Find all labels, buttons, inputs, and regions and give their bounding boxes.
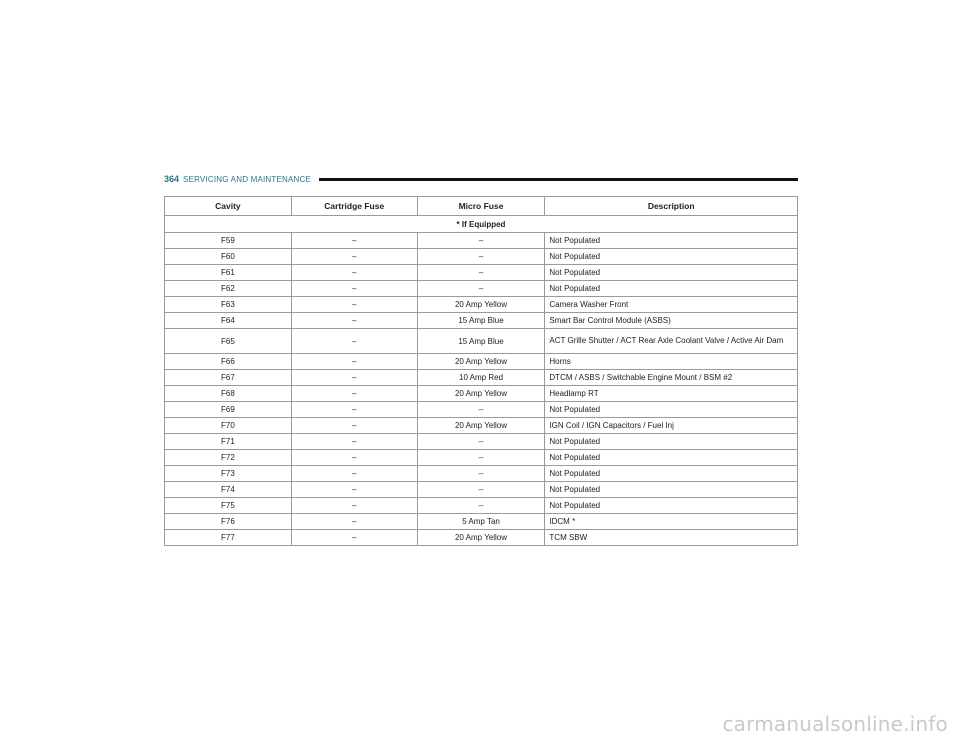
table-row [165,354,798,370]
watermark: carmanualsonline.info [722,712,948,736]
micro-fuse-cell: 5 Amp Tan [417,514,545,530]
table-row [165,297,798,313]
description-cell: Not Populated [545,233,798,249]
description-cell: Not Populated [545,482,798,498]
cartridge-fuse-cell: – [291,249,417,265]
fuse-table [164,196,798,546]
description-cell: Not Populated [545,249,798,265]
cavity-cell: F72 [165,450,292,466]
cavity-cell: F73 [165,466,292,482]
cavity-cell: F63 [165,297,292,313]
cartridge-fuse-cell: – [291,370,417,386]
cartridge-fuse-cell: – [291,450,417,466]
cavity-cell: F75 [165,498,292,514]
description-cell: Headlamp RT [545,386,798,402]
cartridge-fuse-cell: – [291,482,417,498]
cavity-cell: F74 [165,482,292,498]
micro-fuse-cell: – [417,434,545,450]
description-cell: Smart Bar Control Module (ASBS) [545,313,798,329]
micro-fuse-cell: – [417,233,545,249]
cavity-cell: F66 [165,354,292,370]
micro-fuse-cell: – [417,498,545,514]
micro-fuse-cell: 20 Amp Yellow [417,418,545,434]
table-row [165,434,798,450]
cavity-cell: F68 [165,386,292,402]
description-cell: Not Populated [545,265,798,281]
cavity-cell: F61 [165,265,292,281]
description-cell: ACT Grille Shutter / ACT Rear Axle Coolant Valve / Active Air Dam [545,329,798,354]
cartridge-fuse-cell: – [291,233,417,249]
table-row [165,249,798,265]
table-note-row [165,216,798,233]
description-cell: DTCM / ASBS / Switchable Engine Mount / BSM #2 [545,370,798,386]
description-cell: Camera Washer Front [545,297,798,313]
description-cell: IGN Coil / IGN Capacitors / Fuel Inj [545,418,798,434]
cavity-cell: F76 [165,514,292,530]
micro-fuse-cell: 20 Amp Yellow [417,386,545,402]
table-row [165,281,798,297]
table-row [165,466,798,482]
cavity-cell: F65 [165,329,292,354]
cartridge-fuse-cell: – [291,281,417,297]
cartridge-fuse-cell: – [291,354,417,370]
cavity-cell: F60 [165,249,292,265]
cavity-cell: F69 [165,402,292,418]
table-row [165,498,798,514]
micro-fuse-cell: – [417,265,545,281]
table-header-row [165,197,798,216]
cartridge-fuse-cell: – [291,402,417,418]
column-header-cartridge-fuse: Cartridge Fuse [291,197,417,216]
description-cell: Not Populated [545,281,798,297]
micro-fuse-cell: – [417,249,545,265]
table-row [165,265,798,281]
column-header-cavity: Cavity [165,197,292,216]
table-body [165,216,798,546]
description-cell: Horns [545,354,798,370]
micro-fuse-cell: 20 Amp Yellow [417,530,545,546]
header-rule [319,178,798,181]
table-row [165,402,798,418]
micro-fuse-cell: 15 Amp Blue [417,329,545,354]
description-cell: TCM SBW [545,530,798,546]
cavity-cell: F62 [165,281,292,297]
table-row [165,233,798,249]
description-cell: Not Populated [545,450,798,466]
table-row [165,386,798,402]
micro-fuse-cell: – [417,402,545,418]
description-cell: IDCM * [545,514,798,530]
if-equipped-note: * If Equipped [165,216,798,233]
micro-fuse-cell: 20 Amp Yellow [417,297,545,313]
column-header-micro-fuse: Micro Fuse [417,197,545,216]
micro-fuse-cell: – [417,281,545,297]
description-cell: Not Populated [545,466,798,482]
table-row [165,370,798,386]
cartridge-fuse-cell: – [291,466,417,482]
description-cell: Not Populated [545,434,798,450]
table-row [165,514,798,530]
cartridge-fuse-cell: – [291,265,417,281]
column-header-description: Description [545,197,798,216]
cartridge-fuse-cell: – [291,418,417,434]
cartridge-fuse-cell: – [291,329,417,354]
cavity-cell: F70 [165,418,292,434]
table-row [165,530,798,546]
cartridge-fuse-cell: – [291,530,417,546]
micro-fuse-cell: – [417,450,545,466]
cartridge-fuse-cell: – [291,297,417,313]
micro-fuse-cell: 20 Amp Yellow [417,354,545,370]
cavity-cell: F67 [165,370,292,386]
table-row [165,313,798,329]
table-row [165,482,798,498]
description-cell: Not Populated [545,402,798,418]
cartridge-fuse-cell: – [291,313,417,329]
description-cell: Not Populated [545,498,798,514]
micro-fuse-cell: – [417,482,545,498]
table-row [165,418,798,434]
cavity-cell: F77 [165,530,292,546]
cartridge-fuse-cell: – [291,514,417,530]
micro-fuse-cell: 15 Amp Blue [417,313,545,329]
table-row [165,450,798,466]
cavity-cell: F64 [165,313,292,329]
cartridge-fuse-cell: – [291,386,417,402]
cavity-cell: F59 [165,233,292,249]
micro-fuse-cell: 10 Amp Red [417,370,545,386]
table-row [165,329,798,354]
micro-fuse-cell: – [417,466,545,482]
cartridge-fuse-cell: – [291,498,417,514]
cartridge-fuse-cell: – [291,434,417,450]
section-title: SERVICING AND MAINTENANCE [183,174,312,184]
cavity-cell: F71 [165,434,292,450]
page-header [164,172,798,186]
page-number: 364 [164,174,180,184]
